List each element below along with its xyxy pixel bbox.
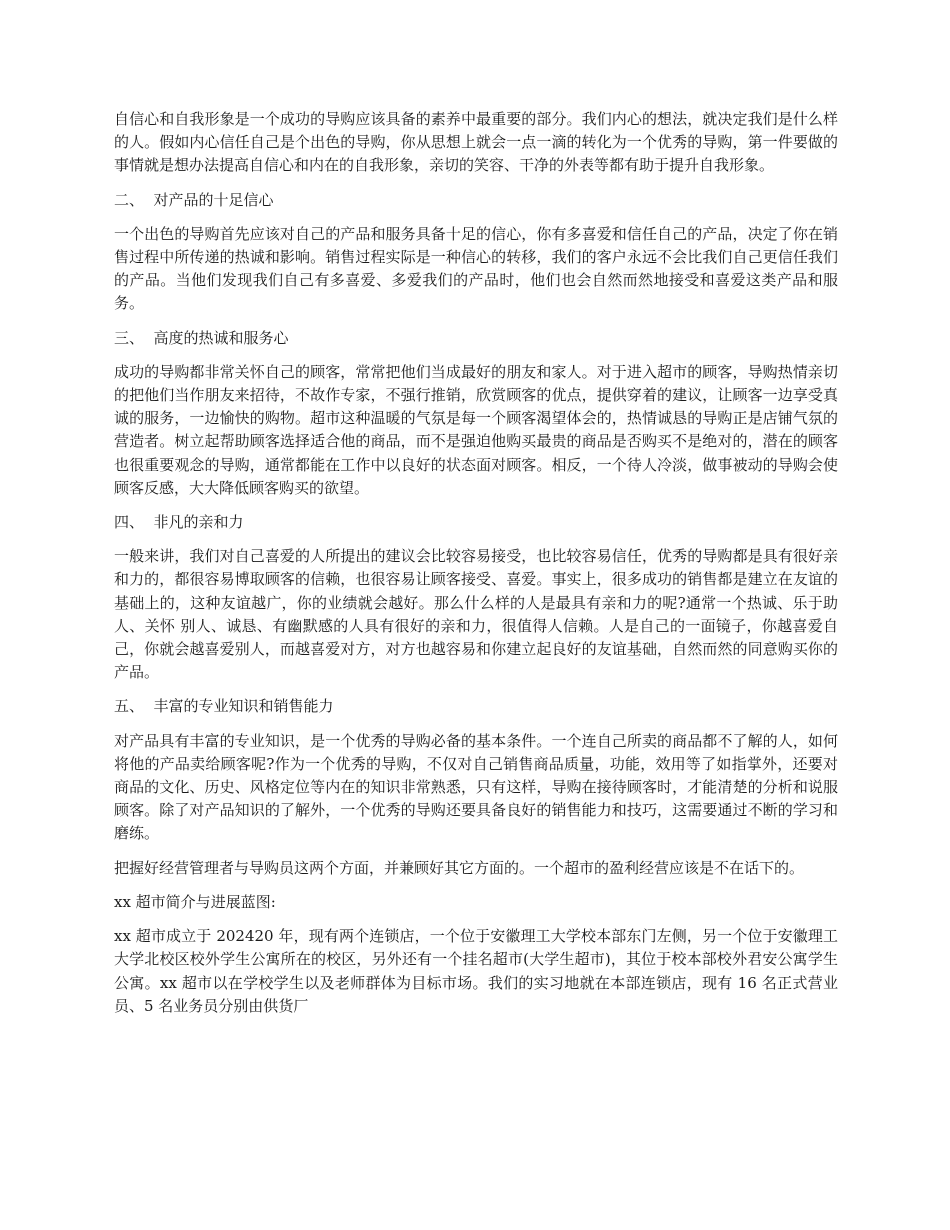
heading-professional-knowledge: 五、 丰富的专业知识和销售能力 — [114, 697, 334, 716]
paragraph-management-summary: 把握好经营管理者与导购员这两个方面，并兼顾好其它方面的。一个超市的盈利经营应该是不在话下的。 — [114, 858, 805, 877]
document-page — [114, 108, 838, 1029]
paragraph-supermarket-intro: xx 超市成立于 202420 年，现有两个连锁店，一个位于安徽理工大学校本部东门左侧，另一个位于安徽理工大学北校区校外学生公寓所在的校区，另外还有一个挂名超市(大学生超市)，其位于校本部校外君安公寓学生公寓。xx 超市以在学校学生以及老师群体为目标市场。我们的实习地就在本部连锁店，现有 16 名正式营业员、5 名业务员分别由供货厂 — [114, 927, 838, 1015]
paragraph-affinity: 一般来讲，我们对自己喜爱的人所提出的建议会比较容易接受，也比较容易信任，优秀的导购都是具有很好亲和力的，都很容易博取顾客的信赖，也很容易让顾客接受、喜爱。事实上，很多成功的销售都是建立在友谊的基础上的，这种友谊越广，你的业绩就会越好。那么什么样的人是最具有亲和力的呢?通常一个热诚、乐于助人、关怀 别人、诚恳、有幽默感的人具有很好的亲和力，很值得人信赖。人是自己的一面镜子，你越喜爱自己，你就会越喜爱别人，而越喜爱对方，对方也越容易和你建立起良好的友谊基础，自然而然的同意购买你的产品。 — [114, 547, 838, 682]
heading-product-confidence: 二、 对产品的十足信心 — [114, 190, 274, 209]
paragraph-professional-knowledge: 对产品具有丰富的专业知识，是一个优秀的导购必备的基本条件。一个连自己所卖的商品都不了解的人，如何将他的产品卖给顾客呢?作为一个优秀的导购，不仅对自己销售商品质量，功能，效用等了如指掌外，还要对商品的文化、历史、风格定位等内在的知识非常熟悉，只有这样，导购在接待顾客时，才能清楚的分析和说服顾客。除了对产品知识的了解外，一个优秀的导购还要具备良好的销售能力和技巧，这需要通过不断的学习和磨练。 — [114, 731, 838, 843]
paragraph-self-image: 自信心和自我形象是一个成功的导购应该具备的素养中最重要的部分。我们内心的想法，就决定我们是什么样的人。假如内心信任自己是个出色的导购，你从思想上就会一点一滴的转化为一个优秀的导购，第一件要做的事情就是想办法提高自信心和内在的自我形象，亲切的笑容、干净的外表等都有助于提升自我形象。 — [114, 110, 838, 175]
heading-affinity: 四、 非凡的亲和力 — [114, 513, 244, 532]
paragraph-enthusiasm-service: 成功的导购都非常关怀自己的顾客，常常把他们当成最好的朋友和家人。对于进入超市的顾客，导购热情亲切的把他们当作朋友来招待，不故作专家，不强行推销，欣赏顾客的优点，提供穿着的建议，让顾客一边享受真诚的服务，一边愉快的购物。超市这种温暖的气氛是每一个顾客渴望体会的，热情诚恳的导购正是店铺气氛的营造者。树立起帮助顾客选择适合他的商品，而不是强迫他购买最贵的商品是否购买不是绝对的，潜在的顾客也很重要观念的导购，通常都能在工作中以良好的状态面对顾客。相反，一个待人冷淡，做事被动的导购会使顾客反感，大大降低顾客购买的欲望。 — [114, 362, 838, 497]
paragraph-product-confidence: 一个出色的导购首先应该对自己的产品和服务具备十足的信心，你有多喜爱和信任自己的产品，决定了你在销售过程中所传递的热诚和影响。销售过程实际是一种信心的转移，我们的客户永远不会比我们自己更信任我们的产品。当他们发现我们自己有多喜爱、多爱我们的产品时，他们也会自然而然地接受和喜爱这类产品和服务。 — [114, 224, 838, 313]
heading-enthusiasm-service: 三、 高度的热诚和服务心 — [114, 328, 289, 347]
paragraph-supermarket-intro-title: xx 超市简介与进展蓝图: — [114, 892, 276, 911]
